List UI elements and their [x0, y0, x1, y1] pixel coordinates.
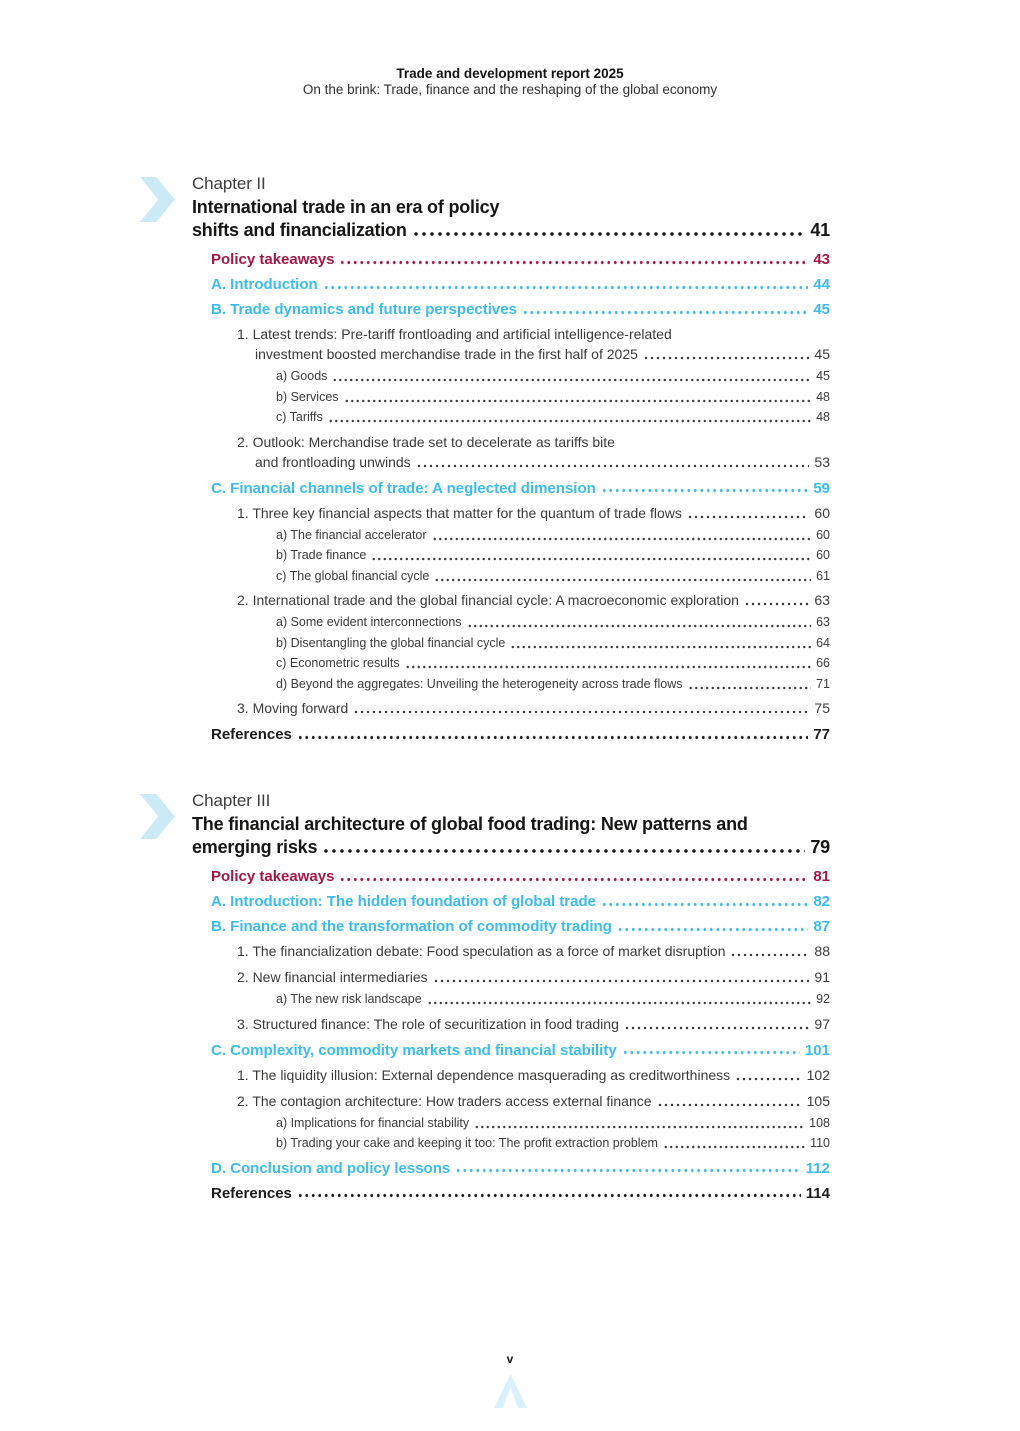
toc-entry-label: c) The global financial cycle [276, 568, 430, 583]
chapter-3-block [0, 789, 1020, 1202]
dot-leader [322, 836, 805, 859]
dot-leader [687, 503, 810, 523]
toc-entry-label: References [211, 1184, 292, 1202]
dot-leader [328, 410, 811, 426]
toc-entry[interactable] [211, 726, 830, 743]
running-header [0, 66, 1020, 98]
toc-entry-label: 2. New financial intermediaries [237, 969, 428, 985]
dot-leader [433, 967, 810, 987]
dot-leader [657, 1091, 802, 1111]
toc-entry[interactable] [211, 503, 830, 523]
toc-entry[interactable] [211, 918, 830, 935]
dot-leader [455, 1160, 801, 1177]
dot-leader [432, 528, 812, 544]
dot-leader [405, 656, 811, 672]
dot-leader [474, 1116, 804, 1132]
dot-leader [427, 992, 811, 1008]
dot-leader [643, 344, 810, 364]
folio-page-number: v [506, 1352, 514, 1366]
dot-leader [416, 452, 810, 472]
toc-entry[interactable] [211, 569, 830, 585]
toc-page-number: 48 [816, 410, 830, 424]
toc-page-number: 101 [804, 1041, 830, 1059]
toc-page-number: 105 [806, 1092, 830, 1109]
toc-entry[interactable] [211, 1065, 830, 1085]
dot-leader [624, 1014, 810, 1034]
toc-entry[interactable] [211, 410, 830, 426]
dot-leader [622, 1042, 800, 1059]
toc-entry[interactable] [211, 992, 830, 1008]
toc-entry-label: b) Disentangling the global financial cycle [276, 635, 506, 650]
chapter-chevron-icon [140, 794, 175, 839]
toc-entry-label: 1. The liquidity illusion: External dependence masquerading as creditworthiness [237, 1066, 731, 1083]
toc-page-number: 92 [816, 992, 830, 1006]
dot-leader [617, 918, 808, 935]
dot-leader [688, 677, 812, 693]
dot-leader [339, 251, 808, 268]
toc-entry-label: C. Financial channels of trade: A neglected dimension [211, 479, 596, 497]
chapter-page-number: 41 [810, 220, 830, 240]
toc-entry-label: References [211, 726, 292, 743]
dot-leader [297, 726, 808, 743]
toc-page-number: 77 [813, 726, 830, 743]
toc-entry-label: b) Trading your cake and keeping it too: The profit extraction problem [276, 1136, 658, 1150]
chapter-title-line: International trade in an era of policy [192, 197, 500, 217]
report-subtitle: On the brink: Trade, finance and the reshaping of the global economy [302, 82, 718, 97]
toc-entry-label: b) Trade finance [276, 548, 367, 562]
toc-entry[interactable] [211, 528, 830, 544]
toc-entry-label: 2. The contagion architecture: How traders access external finance [237, 1092, 652, 1109]
dot-leader [339, 868, 808, 885]
toc-entry-label: A. Introduction [211, 276, 318, 293]
dot-leader [601, 893, 808, 910]
toc-entry[interactable] [211, 432, 830, 472]
toc-page-number: 60 [816, 548, 830, 562]
toc-entry[interactable] [211, 636, 830, 652]
toc-page-number: 87 [813, 918, 830, 935]
toc-page-number: 71 [816, 676, 830, 691]
toc-entry[interactable] [211, 1160, 830, 1177]
toc-page-number: 64 [816, 635, 830, 650]
toc-entry-label: investment boosted merchandise trade in the first half of 2025 [255, 346, 638, 362]
toc-entry-label: a) Implications for financial stability [276, 1115, 470, 1130]
toc-page-number: 108 [809, 1115, 830, 1130]
dot-leader [735, 1065, 802, 1085]
toc-page-number: 61 [816, 568, 830, 583]
toc-entry-label: a) Some evident interconnections [276, 615, 462, 629]
chapter-title-line: shifts and financialization [192, 220, 407, 240]
toc-entry-label: C. Complexity, commodity markets and financial stability [211, 1041, 617, 1059]
toc-entry-label: a) The financial accelerator [276, 527, 427, 542]
toc-entry[interactable] [211, 893, 830, 910]
chapter-chevron-icon [140, 177, 175, 222]
toc-entry-label: Policy takeaways [211, 251, 335, 268]
toc-page-number: 44 [813, 276, 830, 293]
toc-entry[interactable] [211, 590, 830, 610]
chapter-kicker: Chapter III [192, 791, 271, 810]
toc-entry-label: a) The new risk landscape [276, 992, 422, 1006]
toc-entry-label: 1. Latest trends: Pre-tariff frontloading and artificial intelligence-related [237, 326, 672, 342]
chevron-up-icon [494, 1374, 527, 1408]
toc-entry-label: 2. Outlook: Merchandise trade set to decelerate as tariffs bite [237, 433, 615, 450]
toc-page-number: 59 [813, 479, 830, 497]
chapter-entries [211, 868, 830, 1202]
dot-leader [467, 615, 812, 631]
dot-leader [730, 941, 809, 961]
toc-page-number: 91 [814, 969, 830, 985]
toc-entry-label: 2. International trade and the global financial cycle: A macroeconomic exploration [237, 592, 739, 608]
toc-entry[interactable] [211, 276, 830, 293]
toc-entry-label: d) Beyond the aggregates: Unveiling the heterogeneity across trade flows [276, 676, 683, 691]
dot-leader [353, 698, 809, 718]
toc-entry[interactable] [211, 656, 830, 672]
toc-page-number: 45 [814, 346, 830, 362]
chapter-title[interactable] [192, 813, 830, 859]
toc-entry-label: 1. The financialization debate: Food speculation as a force of market disruption [237, 943, 726, 959]
dot-leader [601, 480, 809, 497]
toc-page-number: 112 [805, 1159, 830, 1177]
dot-leader [744, 590, 809, 610]
toc-page-number: 81 [813, 868, 830, 885]
toc-page-number: 88 [814, 943, 830, 959]
toc-page-number: 97 [814, 1015, 830, 1032]
toc-entry[interactable] [211, 548, 830, 564]
toc-entry-label: 3. Moving forward [237, 700, 349, 716]
dot-leader [663, 1136, 805, 1152]
chapter-title-line: emerging risks [192, 837, 318, 857]
toc-page-number: 60 [814, 504, 830, 521]
toc-page-number: 45 [816, 369, 830, 383]
chapter-title[interactable] [192, 196, 830, 242]
toc-page-number: 66 [816, 656, 830, 670]
chapter-kicker: Chapter II [192, 174, 266, 193]
dot-leader [412, 219, 806, 242]
toc-entry[interactable] [211, 369, 830, 385]
toc-page-number: 43 [813, 251, 830, 268]
toc-page-number: 82 [813, 893, 830, 910]
toc-entry-label: 3. Structured finance: The role of securitization in food trading [237, 1015, 619, 1032]
toc-entry-label: 1. Three key financial aspects that matter for the quantum of trade flows [237, 504, 682, 521]
toc-entry[interactable] [211, 1136, 830, 1152]
chapter-page-number: 79 [810, 837, 830, 857]
toc-page-number: 63 [814, 592, 830, 608]
toc-entry-label: and frontloading unwinds [255, 453, 411, 470]
toc-entry[interactable] [211, 1014, 830, 1034]
toc-entry-label: a) Goods [276, 369, 328, 383]
toc-entry[interactable] [211, 941, 830, 961]
toc-entry[interactable] [211, 1185, 830, 1202]
toc-page-number: 75 [814, 700, 830, 716]
dot-leader [522, 301, 808, 318]
toc-entry[interactable] [211, 698, 830, 718]
toc-entry[interactable] [211, 1091, 830, 1111]
dot-leader [510, 636, 811, 652]
toc-entry[interactable] [211, 480, 830, 497]
toc-entry-label: Policy takeaways [211, 868, 335, 885]
dot-leader [297, 1185, 801, 1202]
dot-leader [434, 569, 811, 585]
toc-page-number: 63 [816, 615, 830, 629]
toc-entry[interactable] [211, 1116, 830, 1132]
toc-entry[interactable] [211, 390, 830, 406]
toc-entry[interactable] [211, 324, 830, 364]
toc-entry-label: b) Services [276, 389, 339, 404]
toc-page-number: 45 [813, 301, 830, 318]
dot-leader [371, 548, 811, 564]
toc-entry-label: c) Tariffs [276, 410, 323, 424]
toc-entry[interactable] [211, 967, 830, 987]
toc-entry-label: c) Econometric results [276, 656, 400, 670]
toc-entry[interactable] [211, 677, 830, 693]
toc-entry-label: B. Finance and the transformation of commodity trading [211, 918, 612, 935]
chapter-title-line: The financial architecture of global food trading: New patterns and [192, 814, 748, 834]
toc-entry[interactable] [211, 301, 830, 318]
toc-entry[interactable] [211, 868, 830, 885]
toc-entry[interactable] [211, 251, 830, 268]
toc-page-number: 114 [805, 1184, 830, 1202]
toc-entry-label: D. Conclusion and policy lessons [211, 1159, 451, 1177]
chapter-entries [211, 251, 830, 743]
chapter-2-block [0, 172, 1020, 743]
dot-leader [323, 276, 809, 293]
toc-page-number: 48 [816, 389, 830, 404]
toc-entry-label: B. Trade dynamics and future perspectives [211, 301, 517, 318]
toc-page-number: 60 [816, 527, 830, 542]
dot-leader [332, 369, 811, 385]
dot-leader [344, 390, 812, 406]
toc-entry[interactable] [211, 1042, 830, 1059]
report-title: Trade and development report 2025 [396, 66, 624, 81]
toc-page-number: 110 [810, 1136, 830, 1150]
toc-entry[interactable] [211, 615, 830, 631]
toc-entry-label: A. Introduction: The hidden foundation of global trade [211, 893, 596, 910]
toc-page-number: 53 [814, 453, 830, 470]
toc-page-number: 102 [806, 1066, 830, 1083]
